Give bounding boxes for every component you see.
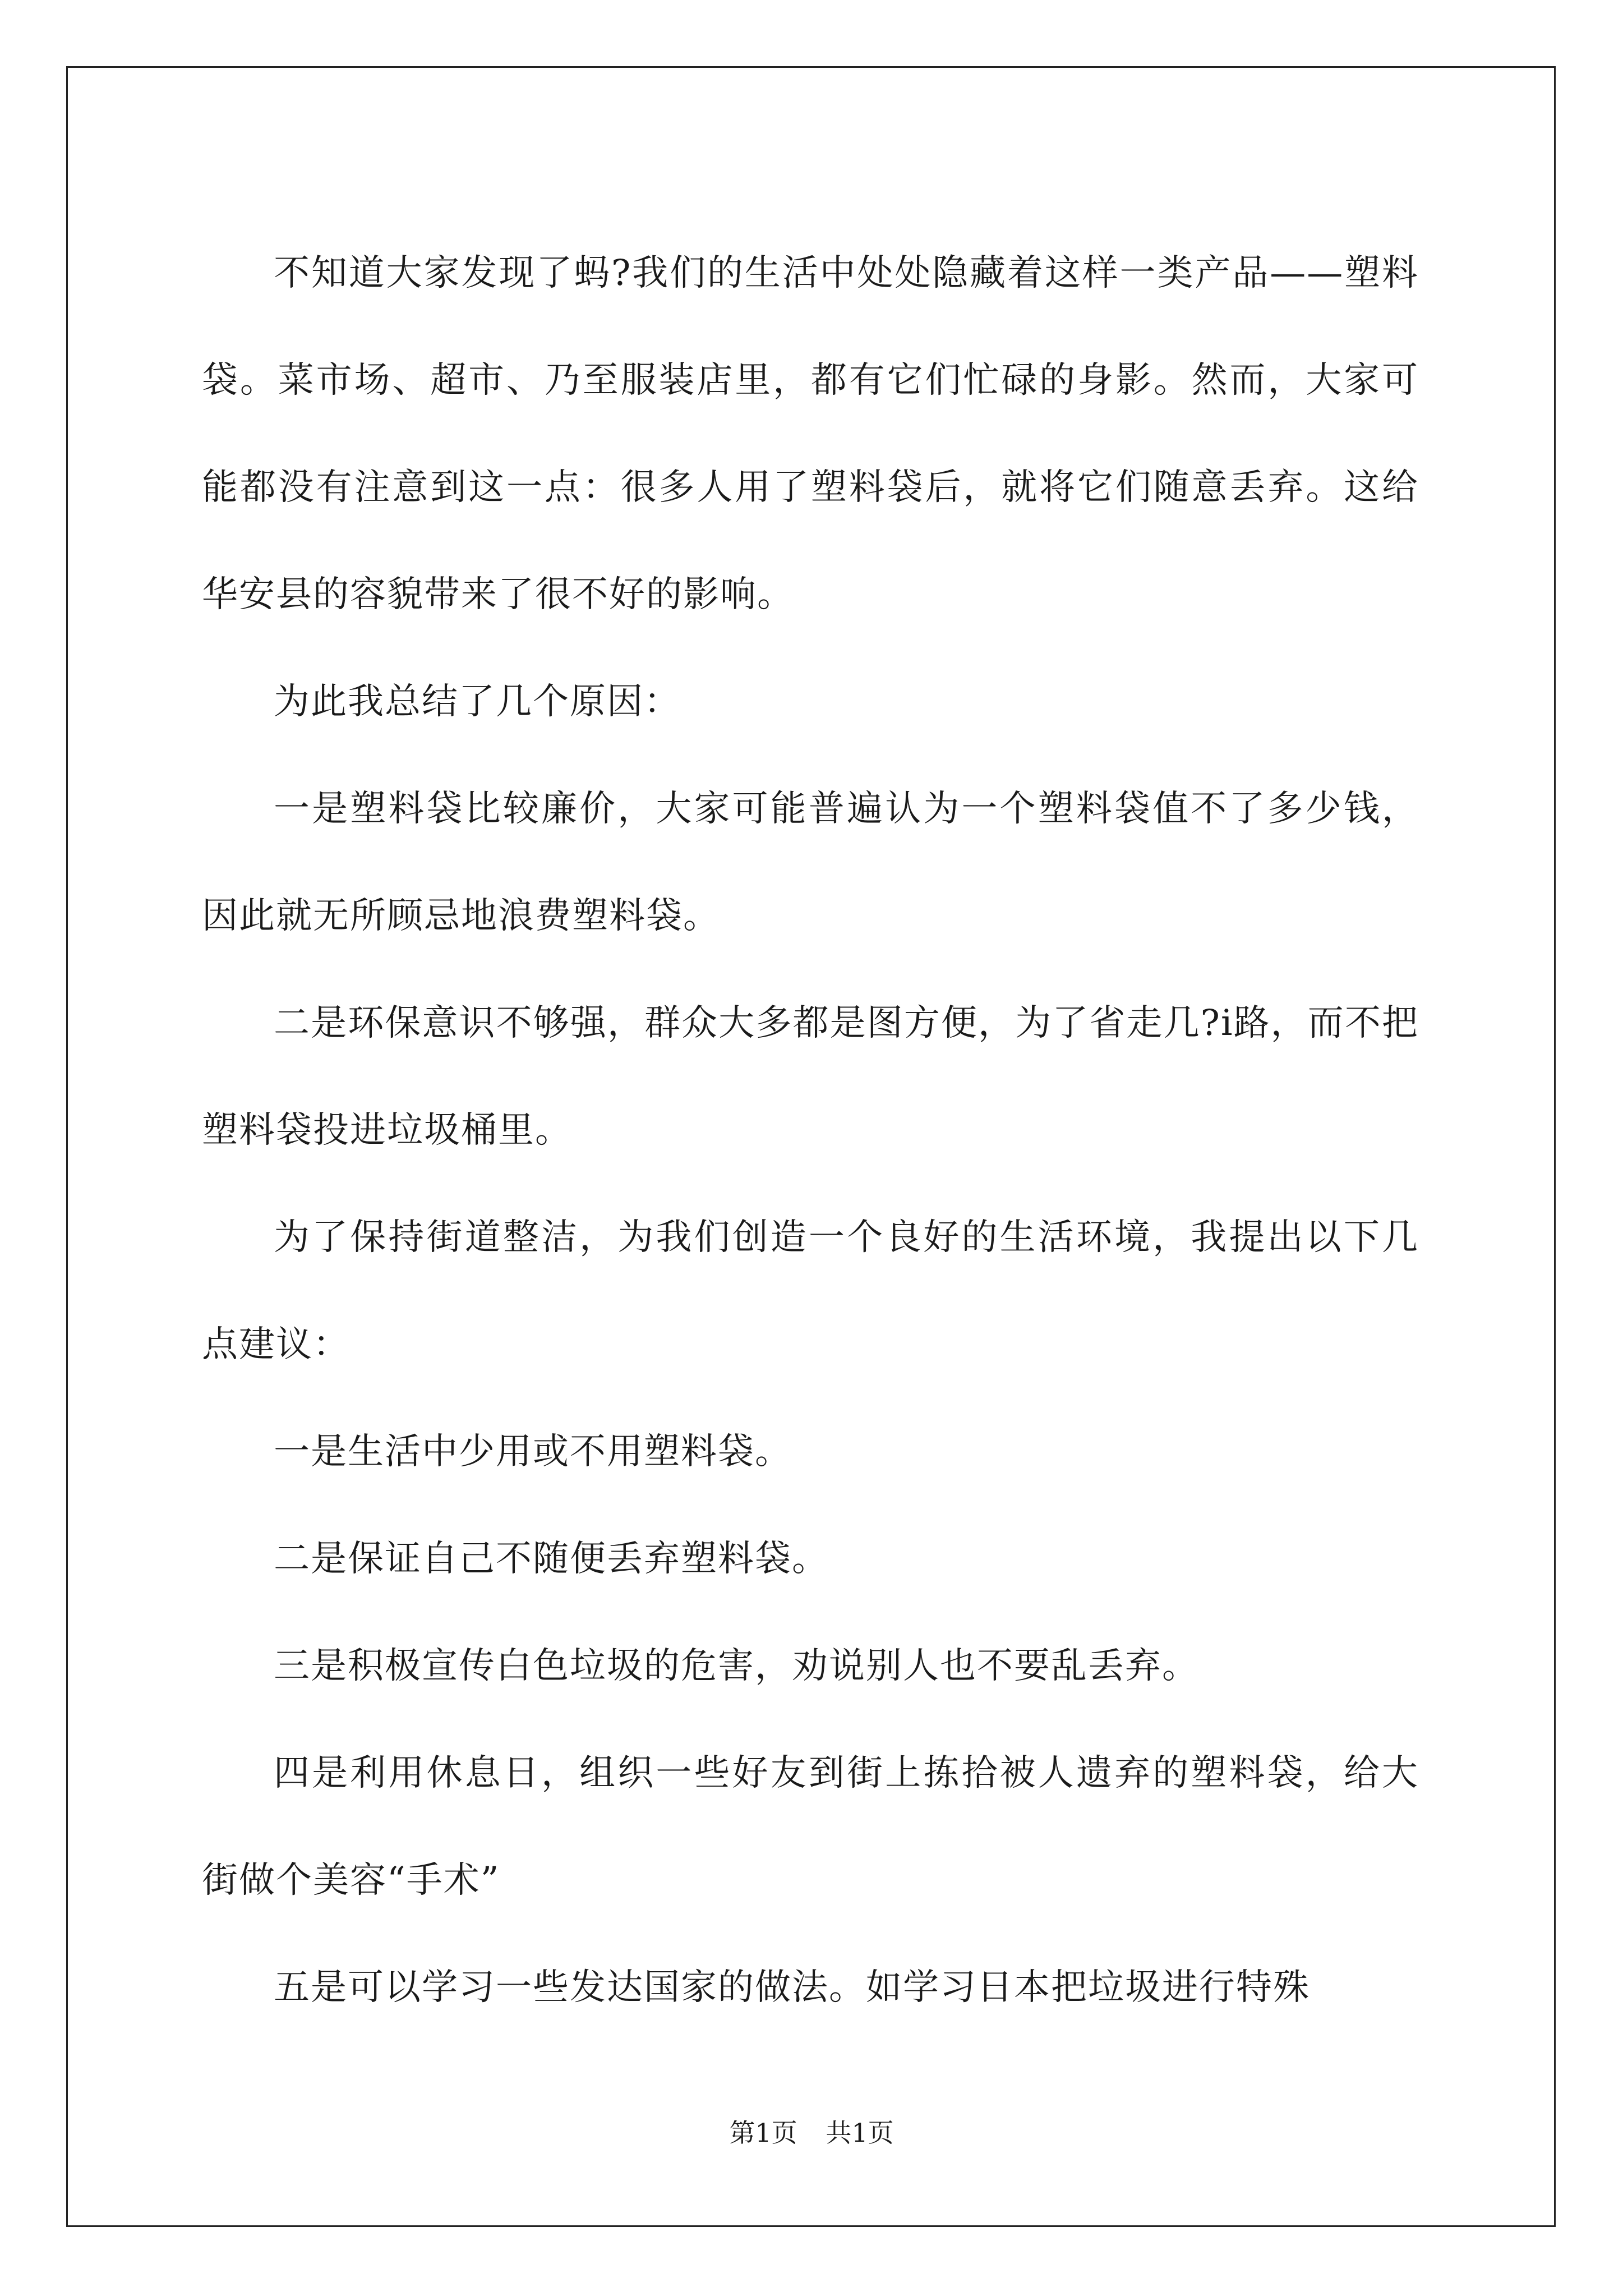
page-total: 共1页 (826, 2118, 894, 2148)
page-number: 第1页 (729, 2118, 797, 2148)
document-body (202, 220, 1419, 2041)
paragraph-7: 二是保证自己不随便丢弃塑料袋。 (274, 1538, 829, 1580)
paragraph-3: 一是塑料袋比较廉价，大家可能普遍认为一个塑料袋值不了多少钱，因此就无所顾忌地浪费塑料袋。 (202, 788, 1419, 937)
paragraph-9: 四是利用休息日，组织一些好友到街上拣拾被人遗弃的塑料袋，给大街做个美容“手术” (202, 1752, 1419, 1901)
paragraph-8: 三是积极宣传白色垃圾的危害，劝说别人也不要乱丢弃。 (274, 1645, 1199, 1687)
paragraph-6: 一是生活中少用或不用塑料袋。 (274, 1431, 792, 1473)
paragraph-4: 二是环保意识不够强，群众大多都是图方便，为了省走几?i路，而不把塑料袋投进垃圾桶里。 (202, 1002, 1419, 1151)
paragraph-10: 五是可以学习一些发达国家的做法。如学习日本把垃圾进行特殊 (274, 1967, 1310, 2008)
page-footer (0, 2116, 1623, 2150)
paragraph-5: 为了保持街道整洁，为我们创造一个良好的生活环境，我提出以下几点建议： (202, 1217, 1419, 1365)
paragraph-2: 为此我总结了几个原因： (274, 681, 681, 723)
paragraph-1: 不知道大家发现了蚂?我们的生活中处处隐藏着这样一类产品——塑料袋。菜市场、超市、乃至服装店里，都有它们忙碌的身影。然而，大家可能都没有注意到这一点：很多人用了塑料袋后，就将它们随意丢弃。这给华安县的容貌带来了很不好的影响。 (202, 252, 1419, 615)
